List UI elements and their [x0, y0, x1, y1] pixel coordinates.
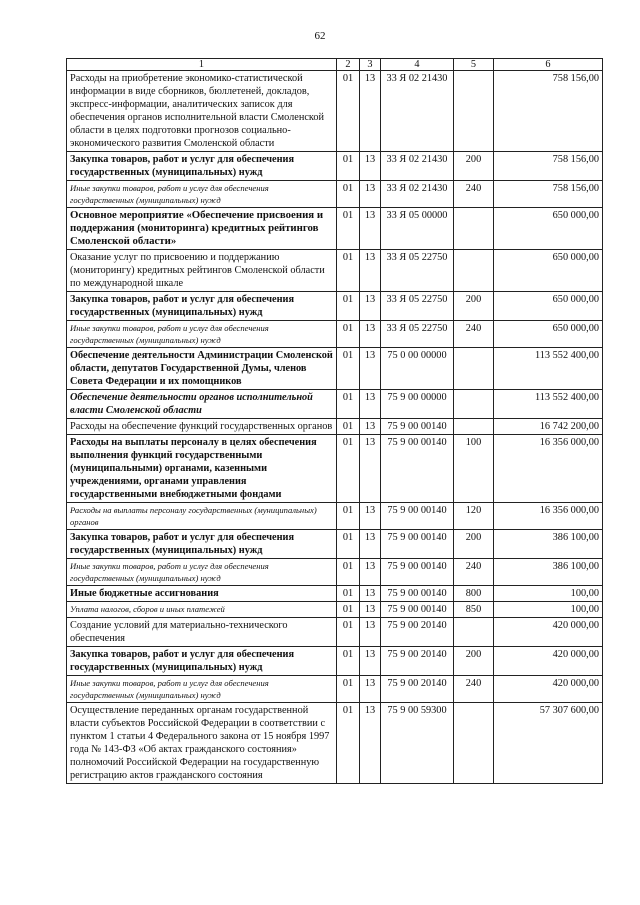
target-article-cell: 33 Я 05 22750: [381, 292, 454, 321]
subsection-code-cell: 13: [360, 435, 381, 503]
target-article-cell: 75 9 00 00140: [381, 503, 454, 530]
amount-cell: 650 000,00: [494, 250, 603, 292]
target-article-cell: 75 9 00 00140: [381, 559, 454, 586]
expense-type-cell: 200: [454, 530, 494, 559]
subsection-code-cell: 13: [360, 676, 381, 703]
expense-name-cell: Закупка товаров, работ и услуг для обеспечения государственных (муниципальных) нужд: [67, 530, 337, 559]
section-code-cell: 01: [337, 602, 360, 618]
subsection-code-cell: 13: [360, 503, 381, 530]
expense-type-cell: [454, 250, 494, 292]
section-code-cell: 01: [337, 348, 360, 390]
table-row: [67, 208, 603, 250]
amount-cell: 16 742 200,00: [494, 419, 603, 435]
target-article-cell: 75 9 00 00140: [381, 530, 454, 559]
amount-cell: 758 156,00: [494, 71, 603, 152]
expense-name-cell: Оказание услуг по присвоению и поддержанию (мониторингу) кредитных рейтингов Смоленской области по международной шкале: [67, 250, 337, 292]
target-article-cell: 75 9 00 20140: [381, 676, 454, 703]
section-code-cell: 01: [337, 152, 360, 181]
expense-name-cell: Закупка товаров, работ и услуг для обеспечения государственных (муниципальных) нужд: [67, 152, 337, 181]
amount-cell: 113 552 400,00: [494, 390, 603, 419]
amount-cell: 100,00: [494, 602, 603, 618]
section-code-cell: 01: [337, 250, 360, 292]
expense-name-cell: Закупка товаров, работ и услуг для обеспечения государственных (муниципальных) нужд: [67, 292, 337, 321]
amount-cell: 758 156,00: [494, 152, 603, 181]
section-code-cell: 01: [337, 181, 360, 208]
table-row: [67, 676, 603, 703]
table-row: [67, 71, 603, 152]
subsection-code-cell: 13: [360, 152, 381, 181]
column-header: 2: [337, 59, 360, 71]
expense-type-cell: 240: [454, 181, 494, 208]
expense-type-cell: 240: [454, 559, 494, 586]
target-article-cell: 33 Я 05 22750: [381, 250, 454, 292]
expense-name-cell: Основное мероприятие «Обеспечение присвоения и поддержания (мониторинга) кредитных рейтингов Смоленской области»: [67, 208, 337, 250]
expense-name-cell: Иные закупки товаров, работ и услуг для обеспечения государственных (муниципальных) нужд: [67, 321, 337, 348]
expense-type-cell: 800: [454, 586, 494, 602]
amount-cell: 420 000,00: [494, 618, 603, 647]
expense-type-cell: 120: [454, 503, 494, 530]
section-code-cell: 01: [337, 208, 360, 250]
section-code-cell: 01: [337, 419, 360, 435]
expense-type-cell: [454, 348, 494, 390]
section-code-cell: 01: [337, 503, 360, 530]
expense-name-cell: Расходы на выплаты персоналу государственных (муниципальных) органов: [67, 503, 337, 530]
table-row: [67, 321, 603, 348]
amount-cell: 650 000,00: [494, 292, 603, 321]
table-header-row: [67, 59, 603, 71]
target-article-cell: 75 9 00 20140: [381, 647, 454, 676]
column-header: 5: [454, 59, 494, 71]
target-article-cell: 75 0 00 00000: [381, 348, 454, 390]
target-article-cell: 75 9 00 00140: [381, 419, 454, 435]
expense-name-cell: Расходы на приобретение экономико-статистической информации в виде сборников, бюллетеней, докладов, экспресс-информации, аналитических записок для обеспечения органов исполнительной власти Смоленской области в целях подготовки прогнозов социально-экономического развития Смоленской области: [67, 71, 337, 152]
target-article-cell: 75 9 00 00140: [381, 435, 454, 503]
amount-cell: 57 307 600,00: [494, 703, 603, 784]
expense-type-cell: 850: [454, 602, 494, 618]
subsection-code-cell: 13: [360, 348, 381, 390]
expense-type-cell: [454, 71, 494, 152]
target-article-cell: 75 9 00 00140: [381, 602, 454, 618]
table-row: [67, 602, 603, 618]
expense-type-cell: 240: [454, 676, 494, 703]
table-row: [67, 419, 603, 435]
amount-cell: 420 000,00: [494, 647, 603, 676]
expense-name-cell: Иные закупки товаров, работ и услуг для обеспечения государственных (муниципальных) нужд: [67, 559, 337, 586]
table-row: [67, 586, 603, 602]
table-row: [67, 435, 603, 503]
expense-name-cell: Обеспечение деятельности органов исполнительной власти Смоленской области: [67, 390, 337, 419]
section-code-cell: 01: [337, 435, 360, 503]
subsection-code-cell: 13: [360, 292, 381, 321]
expense-name-cell: Иные закупки товаров, работ и услуг для обеспечения государственных (муниципальных) нужд: [67, 181, 337, 208]
table-row: [67, 703, 603, 784]
target-article-cell: 33 Я 02 21430: [381, 181, 454, 208]
subsection-code-cell: 13: [360, 530, 381, 559]
amount-cell: 386 100,00: [494, 559, 603, 586]
section-code-cell: 01: [337, 559, 360, 586]
subsection-code-cell: 13: [360, 390, 381, 419]
target-article-cell: 33 Я 02 21430: [381, 152, 454, 181]
amount-cell: 420 000,00: [494, 676, 603, 703]
expense-name-cell: Закупка товаров, работ и услуг для обеспечения государственных (муниципальных) нужд: [67, 647, 337, 676]
expense-type-cell: [454, 618, 494, 647]
expense-type-cell: [454, 390, 494, 419]
subsection-code-cell: 13: [360, 559, 381, 586]
section-code-cell: 01: [337, 703, 360, 784]
target-article-cell: 33 Я 05 00000: [381, 208, 454, 250]
expense-name-cell: Осуществление переданных органам государственной власти субъектов Российской Федерации в соответствии с пунктом 1 статьи 4 Федерального закона от 15 ноября 1997 года № 143-ФЗ «Об актах гражданского состояния» полномочий Российской Федерации на государственную регистрацию актов гражданского состояния: [67, 703, 337, 784]
amount-cell: 16 356 000,00: [494, 435, 603, 503]
table-row: [67, 181, 603, 208]
target-article-cell: 33 Я 05 22750: [381, 321, 454, 348]
section-code-cell: 01: [337, 530, 360, 559]
section-code-cell: 01: [337, 586, 360, 602]
subsection-code-cell: 13: [360, 647, 381, 676]
page-number: 62: [314, 30, 326, 42]
amount-cell: 650 000,00: [494, 208, 603, 250]
column-header: 4: [381, 59, 454, 71]
target-article-cell: 75 9 00 00000: [381, 390, 454, 419]
column-header: 3: [360, 59, 381, 71]
subsection-code-cell: 13: [360, 321, 381, 348]
section-code-cell: 01: [337, 321, 360, 348]
subsection-code-cell: 13: [360, 618, 381, 647]
table-row: [67, 152, 603, 181]
expense-type-cell: [454, 703, 494, 784]
amount-cell: 758 156,00: [494, 181, 603, 208]
subsection-code-cell: 13: [360, 586, 381, 602]
expense-name-cell: Уплата налогов, сборов и иных платежей: [67, 602, 337, 618]
expense-type-cell: 240: [454, 321, 494, 348]
target-article-cell: 33 Я 02 21430: [381, 71, 454, 152]
expense-type-cell: 200: [454, 152, 494, 181]
subsection-code-cell: 13: [360, 602, 381, 618]
section-code-cell: 01: [337, 390, 360, 419]
expense-type-cell: 100: [454, 435, 494, 503]
column-header: 1: [67, 59, 337, 71]
table-row: [67, 647, 603, 676]
section-code-cell: 01: [337, 71, 360, 152]
amount-cell: 16 356 000,00: [494, 503, 603, 530]
subsection-code-cell: 13: [360, 250, 381, 292]
table-row: [67, 530, 603, 559]
expense-name-cell: Расходы на выплаты персоналу в целях обеспечения выполнения функций государственными (муниципальными) органами, казенными учреждениями, органами управления государственными внебюджетными фондами: [67, 435, 337, 503]
expense-type-cell: [454, 208, 494, 250]
target-article-cell: 75 9 00 20140: [381, 618, 454, 647]
expense-type-cell: [454, 419, 494, 435]
expense-name-cell: Иные бюджетные ассигнования: [67, 586, 337, 602]
table-row: [67, 348, 603, 390]
expense-name-cell: Расходы на обеспечение функций государственных органов: [67, 419, 337, 435]
amount-cell: 100,00: [494, 586, 603, 602]
subsection-code-cell: 13: [360, 181, 381, 208]
table-row: [67, 618, 603, 647]
expense-name-cell: Создание условий для материально-технического обеспечения: [67, 618, 337, 647]
column-header: 6: [494, 59, 603, 71]
expense-name-cell: Обеспечение деятельности Администрации Смоленской области, депутатов Государственной Думы, членов Совета Федерации и их помощников: [67, 348, 337, 390]
table-row: [67, 503, 603, 530]
amount-cell: 650 000,00: [494, 321, 603, 348]
budget-table: [66, 58, 603, 784]
section-code-cell: 01: [337, 647, 360, 676]
subsection-code-cell: 13: [360, 419, 381, 435]
section-code-cell: 01: [337, 618, 360, 647]
table-row: [67, 559, 603, 586]
expense-name-cell: Иные закупки товаров, работ и услуг для обеспечения государственных (муниципальных) нужд: [67, 676, 337, 703]
target-article-cell: 75 9 00 00140: [381, 586, 454, 602]
table-row: [67, 292, 603, 321]
subsection-code-cell: 13: [360, 208, 381, 250]
section-code-cell: 01: [337, 676, 360, 703]
target-article-cell: 75 9 00 59300: [381, 703, 454, 784]
amount-cell: 386 100,00: [494, 530, 603, 559]
expense-type-cell: 200: [454, 292, 494, 321]
amount-cell: 113 552 400,00: [494, 348, 603, 390]
subsection-code-cell: 13: [360, 71, 381, 152]
expense-type-cell: 200: [454, 647, 494, 676]
subsection-code-cell: 13: [360, 703, 381, 784]
section-code-cell: 01: [337, 292, 360, 321]
table-row: [67, 390, 603, 419]
table-row: [67, 250, 603, 292]
